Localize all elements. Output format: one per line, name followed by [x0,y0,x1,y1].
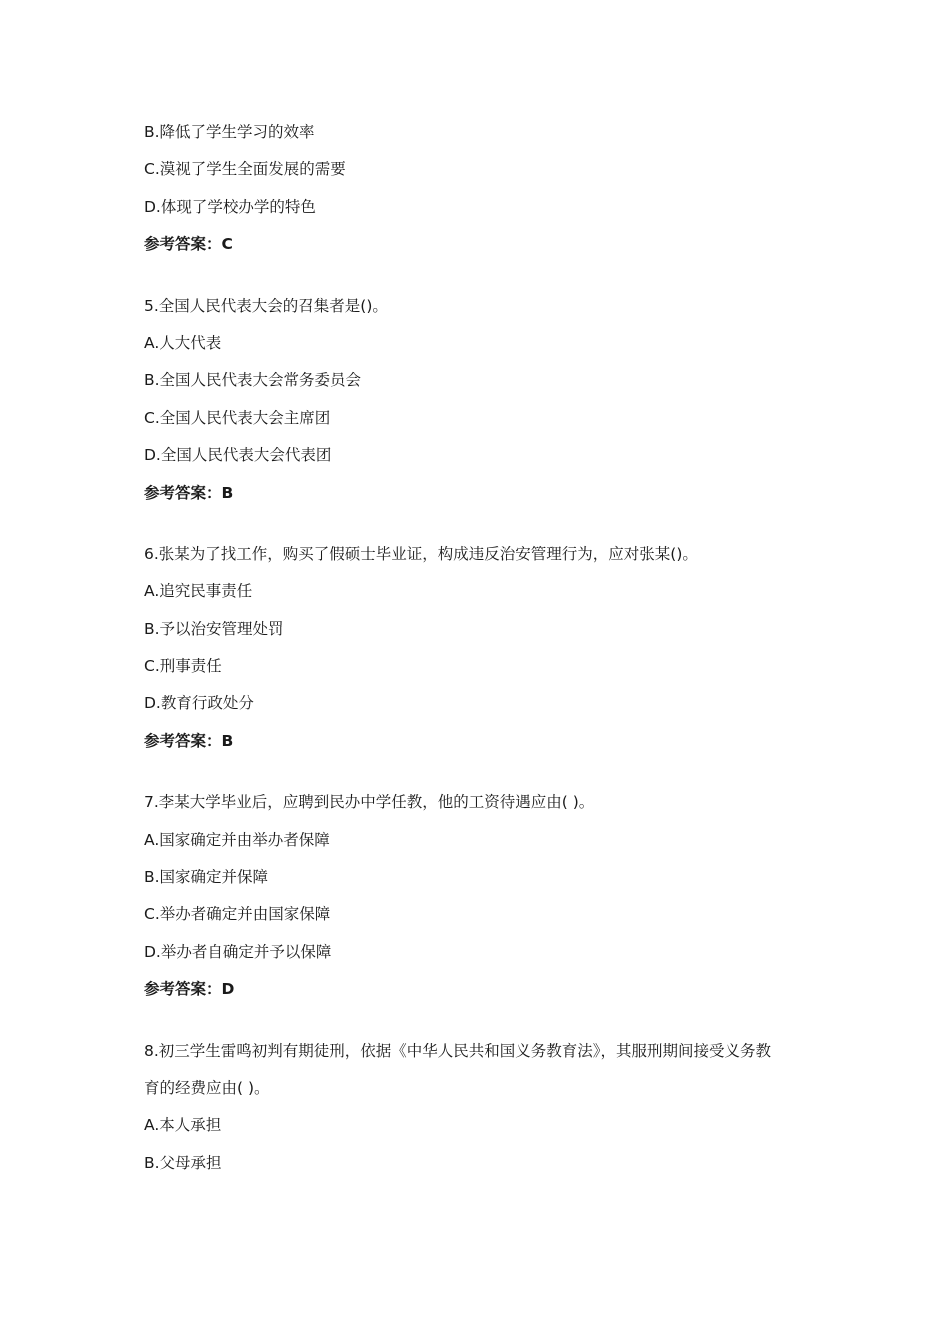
question-4-continuation [144,120,824,256]
option-line: A.追究民事责任 [144,582,253,601]
option-line: B.降低了学生学习的效率 [144,123,315,141]
option-line: D.全国人民代表大会代表团 [144,446,332,465]
option-line: D.体现了学校办学的特色 [144,197,316,216]
option-line: C.全国人民代表大会主席团 [144,408,331,427]
option-line: B.国家确定并保障 [144,868,269,887]
answer-line [144,977,824,1001]
option-line: B.予以治安管理处罚 [144,619,284,638]
answer-value: D [221,980,235,999]
question-8 [144,1039,824,1175]
question-stem: 8.初三学生雷鸣初判有期徒刑，依据《中华人民共和国义务教育法》，其服刑期间接受义务教 [144,1041,772,1060]
question-5 [144,294,824,505]
question-7 [144,790,824,1001]
option-line: C.漠视了学生全面发展的需要 [144,160,346,179]
option-line: A.本人承担 [144,1116,222,1135]
answer-value: B [221,483,234,502]
question-stem: 5.全国人民代表大会的召集者是()。 [144,296,388,315]
option-line: A.国家确定并由举办者保障 [144,830,330,849]
option-line: B.全国人民代表大会常务委员会 [144,371,362,390]
answer-value: C [221,235,233,254]
option-line: D.教育行政处分 [144,694,254,713]
answer-label: 参考答案： [144,731,222,750]
answer-line [144,481,824,505]
option-line: C.刑事责任 [144,657,222,676]
document-page [144,120,824,1188]
answer-value: B [221,731,234,750]
option-line: B.父母承担 [144,1153,222,1172]
answer-label: 参考答案： [144,235,222,254]
option-line: C.举办者确定并由国家保障 [144,905,331,924]
question-stem-continued: 育的经费应由( )。 [144,1078,270,1097]
question-stem: 6.张某为了找工作，购买了假硕士毕业证，构成违反治安管理行为，应对张某()。 [144,544,698,563]
answer-line [144,232,824,256]
option-line: D.举办者自确定并予以保障 [144,942,332,961]
question-6 [144,542,824,753]
answer-label: 参考答案： [144,980,222,999]
answer-label: 参考答案： [144,483,222,502]
answer-line [144,729,824,753]
question-stem: 7.李某大学毕业后，应聘到民办中学任教，他的工资待遇应由( )。 [144,793,595,812]
option-line: A.人大代表 [144,333,222,352]
